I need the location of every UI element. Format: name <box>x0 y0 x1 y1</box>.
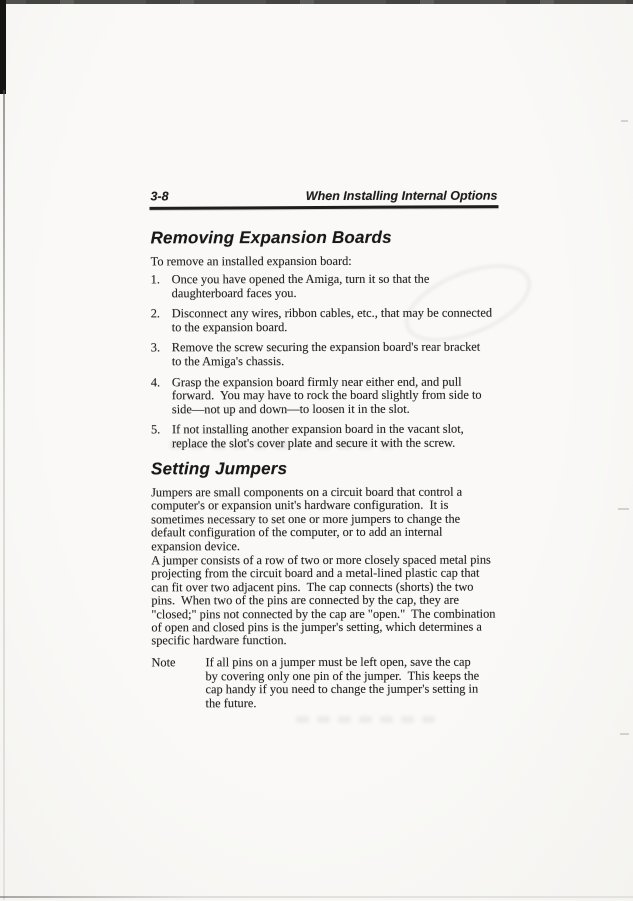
paragraph-line: "closed;" pins not connected by the cap are "open." The combination <box>151 606 496 621</box>
jumpers-paragraph-2 <box>151 554 495 649</box>
step-4 <box>151 375 521 417</box>
step-line: If not installing another expansion board in the vacant slot, <box>171 422 464 437</box>
step-number: 5. <box>150 422 161 437</box>
step-text <box>172 423 464 451</box>
note-line: cap handy if you need to change the jumper's setting in <box>205 681 479 697</box>
paragraph-line: A jumper consists of a row of two or more closely spaced metal pins <box>151 552 491 568</box>
step-line: Disconnect any wires, ribbon cables, etc., that may be connected <box>171 305 493 321</box>
running-header-title: When Installing Internal Options <box>305 188 498 204</box>
header-rule <box>149 205 498 209</box>
numbered-steps <box>151 273 521 458</box>
section-heading-removing: Removing Expansion Boards <box>150 227 392 248</box>
paragraph-line: projecting from the circuit board and a metal-lined plastic cap that <box>151 566 480 581</box>
paragraph-line: computer's or expansion unit's hardware configuration. It is <box>151 498 449 513</box>
step-5 <box>151 423 521 451</box>
step-number: 2. <box>150 306 161 321</box>
step-line: to the Amiga's chassis. <box>171 354 285 369</box>
step-number: 1. <box>150 272 160 287</box>
step-text <box>172 341 480 369</box>
running-header <box>150 189 497 204</box>
step-line: forward. You may have to rock the board slightly from side to <box>171 387 482 403</box>
note-label: Note <box>151 655 176 670</box>
paragraph-line: pins. When two of the pins are connected by the cap, they are <box>151 592 460 608</box>
step-line: Once you have opened the Amiga, turn it so that the <box>171 271 430 287</box>
note-block <box>151 656 521 711</box>
paragraph-line: expansion device. <box>151 538 240 553</box>
paragraph-line: can fit over two adjacent pins. The cap connects (shorts) the two <box>151 579 474 595</box>
paragraph-line: sometimes necessary to set one or more jumpers to change the <box>151 511 461 527</box>
step-line: side—not up and down—to loosen it in the slot. <box>171 401 410 417</box>
step-number: 3. <box>150 340 161 355</box>
step-line: Remove the screw securing the expansion board's rear bracket <box>171 340 481 355</box>
step-number: 4. <box>150 374 161 389</box>
step-text <box>172 307 492 335</box>
paragraph-line: default configuration of the computer, or to add an internal <box>151 524 443 540</box>
step-text <box>172 375 482 416</box>
note-line: If all pins on a jumper must be left open, save the cap <box>205 654 471 670</box>
paragraph-line: of open and closed pins is the jumper's setting, which determines a <box>151 619 482 635</box>
section-heading-jumpers: Setting Jumpers <box>151 459 288 479</box>
step-line: Grasp the expansion board firmly near either end, and pull <box>171 374 462 389</box>
step-2 <box>151 307 521 335</box>
note-text <box>205 656 479 711</box>
jumpers-paragraph-1 <box>151 486 462 554</box>
step-line: to the expansion board. <box>171 319 288 335</box>
step-line: replace the slot's cover plate and secure it with the screw. <box>171 435 456 451</box>
note-line: the future. <box>205 695 257 711</box>
paragraph-line: Jumpers are small components on a circuit board that control a <box>151 484 463 500</box>
step-1 <box>151 273 521 301</box>
step-line: daughterboard faces you. <box>171 285 297 300</box>
paragraph-line: specific hardware function. <box>151 633 287 648</box>
note-line: by covering only one pin of the jumper. This keeps the <box>205 668 480 683</box>
page-number: 3-8 <box>150 189 169 204</box>
intro-line: To remove an installed expansion board: <box>150 253 352 269</box>
step-text <box>172 273 430 301</box>
step-3 <box>151 341 521 369</box>
